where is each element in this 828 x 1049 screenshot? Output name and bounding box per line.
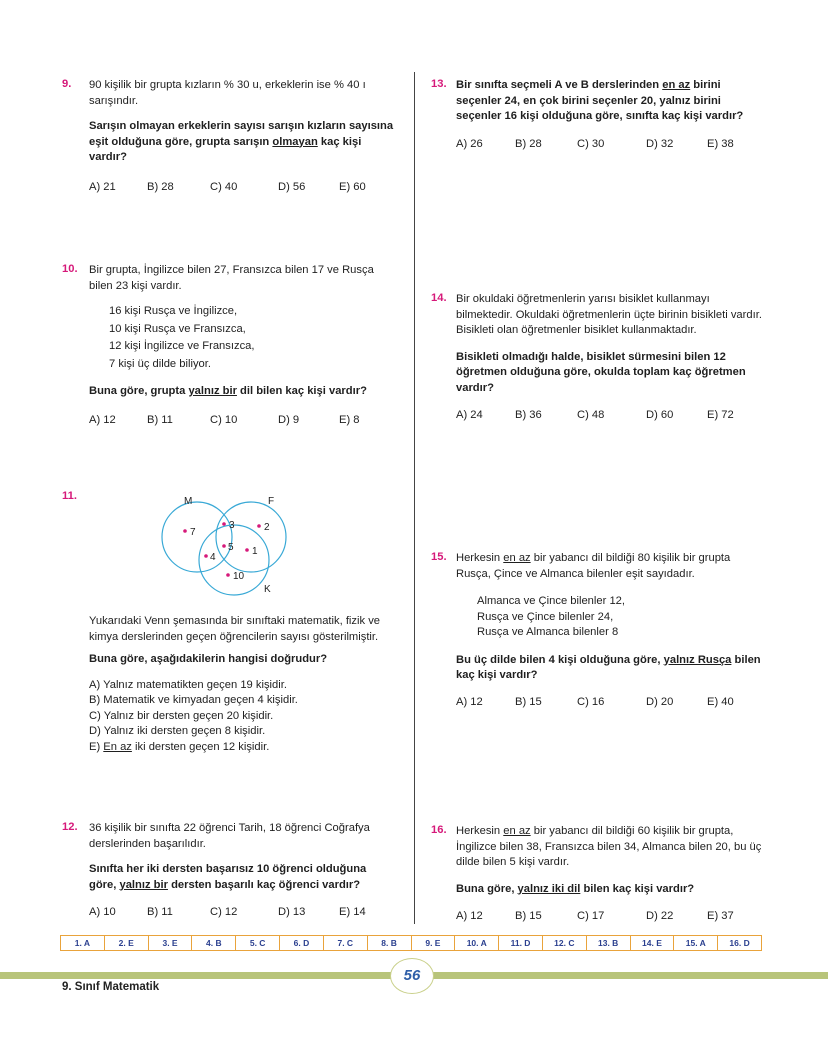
question-16 — [456, 824, 762, 925]
answer-key-item: 1. A — [61, 936, 105, 950]
question-number: 9. — [62, 78, 72, 90]
choice-c[interactable]: C) 48 — [577, 409, 605, 421]
question-text: Bir okuldaki öğretmenlerin yarısı bisiklet kullanmayı bilmektedir. Okuldaki öğretmenlerin üçte birinin bisikleti vardır. Bisikleti olan öğretmenler bisiklet kullanmaktadır. — [456, 293, 762, 336]
choice-e[interactable]: E) 38 — [707, 137, 734, 150]
choice-a[interactable]: A) 12 — [89, 413, 116, 426]
question-text: Bir grupta, İngilizce bilen 27, Fransızca bilen 17 ve Rusça bilen 23 kişi vardır. — [89, 264, 374, 292]
venn-dot — [245, 548, 249, 552]
choice-d[interactable]: D) 13 — [278, 906, 306, 918]
choice-d[interactable]: D) 56 — [278, 180, 306, 193]
answer-key-item: 15. A — [674, 936, 718, 950]
question-9 — [89, 78, 395, 196]
choice-c[interactable]: C) 17 — [577, 910, 605, 922]
question-14 — [456, 292, 762, 424]
venn-dot — [204, 554, 208, 558]
answer-key-item: 13. B — [587, 936, 631, 950]
option-c[interactable]: C) Yalnız bir dersten geçen 20 kişidir. — [89, 709, 274, 722]
venn-region-value: 10 — [233, 571, 245, 582]
venn-region-value: 2 — [264, 522, 270, 533]
answer-key-item: 8. B — [368, 936, 412, 950]
answer-key-item: 12. C — [543, 936, 587, 950]
option-e[interactable]: E) En az iki dersten geçen 12 kişidir. — [89, 740, 270, 753]
choice-b[interactable]: B) 15 — [515, 695, 542, 708]
question-stem: Sınıfta her iki dersten başarısız 10 öğrenci olduğuna göre, yalnız bir dersten başarılı kaç öğrenci vardır? — [89, 863, 367, 891]
choice-d[interactable]: D) 20 — [646, 695, 674, 708]
venn-label-k: K — [264, 584, 271, 595]
question-stem: Buna göre, aşağıdakilerin hangisi doğrudur? — [89, 653, 328, 665]
answer-key-item: 2. E — [105, 936, 149, 950]
choice-d[interactable]: D) 22 — [646, 910, 674, 922]
choice-e[interactable]: E) 14 — [339, 906, 366, 918]
question-15 — [456, 551, 762, 711]
choice-c[interactable]: C) 30 — [577, 137, 605, 150]
answer-choices — [89, 413, 395, 429]
choice-b[interactable]: B) 28 — [147, 180, 174, 193]
answer-key-item: 5. C — [236, 936, 280, 950]
venn-label-f: F — [268, 496, 275, 507]
option-a[interactable]: A) Yalnız matematikten geçen 19 kişidir. — [89, 678, 287, 691]
question-number: 11. — [62, 490, 77, 502]
answer-key-item: 9. E — [412, 936, 456, 950]
venn-region-value: 1 — [252, 546, 258, 557]
choice-a[interactable]: A) 12 — [456, 910, 483, 922]
choice-e[interactable]: E) 60 — [339, 180, 366, 193]
choice-d[interactable]: D) 9 — [278, 413, 300, 426]
answer-choices — [89, 180, 395, 196]
fact-item: 12 kişi İngilizce ve Fransızca, — [109, 340, 255, 352]
choice-d[interactable]: D) 60 — [646, 409, 674, 421]
question-text: Herkesin en az bir yabancı dil bildiği 60 kişilik bir grupta, İngilizce bilen 38, Fransızca bilen 34, Almanca bilen 20, bu üç dilde bilen 5 kişi vardır. — [456, 825, 762, 868]
fact-list — [477, 594, 762, 641]
answer-key-item: 11. D — [499, 936, 543, 950]
answer-choices — [456, 909, 762, 925]
question-text: Yukarıdaki Venn şemasında bir sınıftaki matematik, fizik ve kimya derslerinden geçen öğrencilerin sayısı gösterilmiştir. — [89, 615, 381, 643]
choice-a[interactable]: A) 24 — [456, 409, 483, 421]
option-b[interactable]: B) Matematik ve kimyadan geçen 4 kişidir. — [89, 694, 298, 706]
venn-dot — [222, 544, 226, 548]
answer-key-item: 14. E — [631, 936, 675, 950]
question-text: Herkesin en az bir yabancı dil bildiği 80 kişilik bir grupta Rusça, Çince ve Almanca bilenler eşit sayıdadır. — [456, 552, 731, 580]
answer-key-item: 4. B — [192, 936, 236, 950]
question-number: 12. — [62, 821, 78, 833]
choice-b[interactable]: B) 28 — [515, 137, 542, 150]
question-number: 14. — [431, 292, 447, 304]
choice-b[interactable]: B) 15 — [515, 910, 542, 922]
question-number: 15. — [431, 551, 447, 563]
choice-e[interactable]: E) 40 — [707, 695, 734, 708]
fact-item: 10 kişi Rusça ve Fransızca, — [109, 322, 246, 335]
answer-key-item: 7. C — [324, 936, 368, 950]
question-text: 36 kişilik bir sınıfta 22 öğrenci Tarih, 18 öğrenci Coğrafya derslerinden başarılıdır. — [89, 822, 370, 850]
venn-dot — [183, 529, 187, 533]
question-10 — [89, 263, 395, 429]
fact-item: 7 kişi üç dilde biliyor. — [109, 357, 211, 370]
option-d[interactable]: D) Yalnız iki dersten geçen 8 kişidir. — [89, 725, 266, 737]
choice-b[interactable]: B) 11 — [147, 413, 173, 426]
question-stem: Sarışın olmayan erkeklerin sayısı sarışın kızların sayısına eşit olduğuna göre, grupta sarışın olmayan kaç kişi vardır? — [89, 120, 394, 163]
choice-b[interactable]: B) 36 — [515, 409, 542, 421]
answer-key — [60, 935, 762, 951]
answer-choices — [456, 137, 762, 153]
question-number: 13. — [431, 78, 447, 90]
question-number: 16. — [431, 824, 447, 836]
fact-list — [109, 303, 395, 373]
venn-diagram — [160, 490, 300, 600]
choice-e[interactable]: E) 37 — [707, 910, 734, 922]
venn-label-m: M — [184, 496, 193, 507]
choice-e[interactable]: E) 8 — [339, 413, 360, 426]
page-number: 56 — [390, 958, 434, 994]
answer-key-item: 16. D — [729, 938, 750, 948]
question-13 — [456, 78, 762, 153]
question-stem: Buna göre, yalnız iki dil bilen kaç kişi vardır? — [456, 882, 695, 895]
answer-key-item: 6. D — [280, 936, 324, 950]
fact-item: 16 kişi Rusça ve İngilizce, — [109, 305, 238, 317]
answer-choices — [89, 905, 395, 921]
question-12 — [89, 821, 395, 921]
question-number: 10. — [62, 263, 78, 275]
venn-dot — [222, 522, 226, 526]
venn-circle-f — [216, 502, 286, 572]
venn-circle-m — [162, 502, 232, 572]
choice-a[interactable]: A) 12 — [456, 695, 483, 708]
column-divider — [414, 72, 415, 924]
choice-b[interactable]: B) 11 — [147, 906, 173, 918]
venn-region-value: 4 — [210, 552, 216, 563]
choice-c[interactable]: C) 12 — [210, 906, 238, 918]
venn-region-value: 7 — [190, 527, 196, 538]
choice-c[interactable]: C) 40 — [210, 180, 238, 193]
answer-choices — [456, 695, 762, 711]
option-list — [89, 678, 395, 756]
choice-a[interactable]: A) 21 — [89, 180, 116, 193]
answer-choices — [456, 408, 762, 424]
question-stem: Buna göre, grupta yalnız bir dil bilen kaç kişi vardır? — [89, 385, 367, 397]
answer-key-item: 10. A — [455, 936, 499, 950]
fact-item: Rusça ve Çince bilenler 24, — [477, 610, 614, 623]
choice-e[interactable]: E) 72 — [707, 409, 734, 421]
venn-region-value: 5 — [228, 542, 234, 553]
choice-c[interactable]: C) 16 — [577, 695, 605, 708]
choice-a[interactable]: A) 10 — [89, 906, 116, 918]
question-stem: Bir sınıfta seçmeli A ve B derslerinden en az birini seçenler 24, en çok birini seçenler 20, yalnız birini seçenler 16 kişi olduğuna göre, sınıfta kaç kişi vardır? — [456, 79, 744, 122]
choice-c[interactable]: C) 10 — [210, 413, 238, 426]
book-title: 9. Sınıf Matematik — [62, 981, 160, 993]
venn-dot — [226, 573, 230, 577]
venn-region-value: 3 — [229, 520, 235, 531]
fact-item: Almanca ve Çince bilenler 12, — [477, 595, 625, 607]
question-stem: Bisikleti olmadığı halde, bisiklet sürmesini bilen 12 öğretmen olduğuna göre, okulda toplam kaç öğretmen vardır? — [456, 350, 746, 394]
question-text: 90 kişilik bir grupta kızların % 30 u, erkeklerin ise % 40 ı sarışındır. — [89, 79, 366, 107]
fact-item: Rusça ve Almanca bilenler 8 — [477, 626, 619, 638]
question-11 — [89, 614, 395, 755]
choice-d[interactable]: D) 32 — [646, 137, 674, 150]
choice-a[interactable]: A) 26 — [456, 137, 483, 150]
venn-dot — [257, 524, 261, 528]
answer-key-item: 3. E — [149, 936, 193, 950]
question-stem: Bu üç dilde bilen 4 kişi olduğuna göre, yalnız Rusça bilen kaç kişi vardır? — [456, 653, 761, 681]
